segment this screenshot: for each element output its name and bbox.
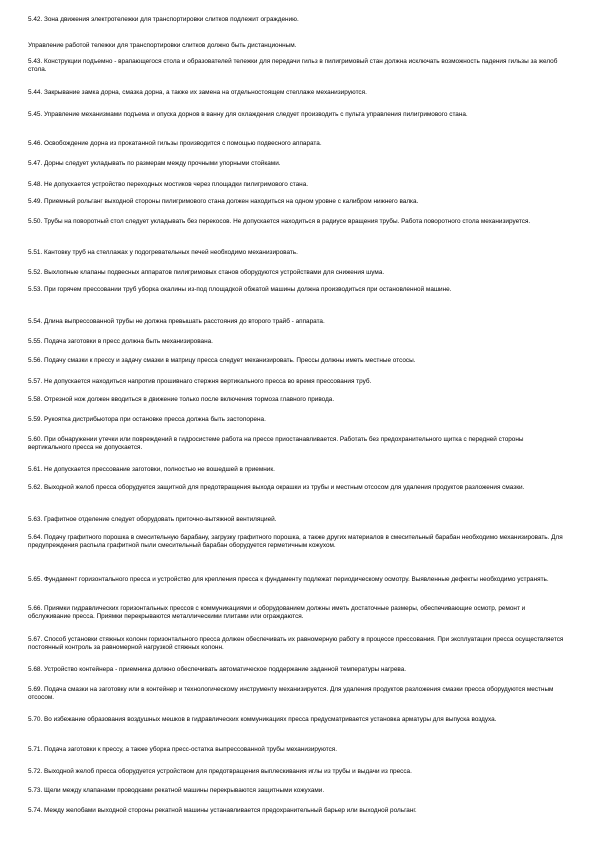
- paragraph-5-68: 5.68. Устройство контейнера - приемника должно обеспечивать автоматическое поддержание заданной температуры нагрева.: [28, 666, 407, 673]
- paragraph-5-60: 5.60. При обнаружении утечки или повреждений в гидросистеме работа на прессе приостанавливается. Работать без предохранительного щитка с передней стороны вертикального пресса не допускается.: [28, 436, 524, 452]
- paragraph-5-59: 5.59. Рукоятка дистрибьютора при остановке пресса должна быть застопорена.: [28, 416, 266, 423]
- paragraph-5-66: 5.66. Приямки гидравлических горизонтальных прессов с коммуникациями и оборудованием должны иметь достаточные размеры, обеспечивающие осмотр, ремонт и обслуживание пресса. Приямки перекрываются металлическими плитами или ограждаются.: [28, 605, 526, 621]
- paragraph-5-48: 5.48. Не допускается устройство переходных мостиков через площадки пилигримового стана.: [28, 181, 309, 188]
- paragraph-5-57: 5.57. Не допускается находиться напротив прошивнаго стержня вертикального пресса во время прессования труб.: [28, 378, 372, 385]
- paragraph-5-47: 5.47. Дорны следует укладывать по размерам между прочными упорными стойками.: [28, 160, 281, 167]
- paragraph-5-58: 5.58. Отрезной нож должен вводиться в движение только после включения тормоза главного привода.: [28, 396, 335, 403]
- paragraph-5-43: 5.43. Конструкции подъемно - врапающегося стола и образователей тележки для передачи гильз в пилигримовый стан должна исключать возможность падения гильзы за желоб стола.: [28, 58, 558, 74]
- paragraph-5-45: 5.45. Управление механизмами подъема и опуска дорнов в ванну для охлаждения следует производить с пульта управления пилигримового стана.: [28, 111, 468, 118]
- paragraph-5-52: 5.52. Выхлопные клапаны подвесных аппаратов пилигримовых станов оборудуются устройствами для снижения шума.: [28, 269, 385, 276]
- paragraph-5-64: 5.64. Подачу графитного порошка в смесительную барабану, загрузку графитного порошка, а также других материалов в смесительный барабан необходимо механизировать. Для предупреждения распыла графитной пыли смесительный барабан оборудуется герметичным кожухом.: [28, 534, 563, 550]
- paragraph-5-67: 5.67. Способ установки стяжных колонн горизонтального пресса должен обеспечивать их равномерную работу в процессе прессования. При эксплуатации пресса осуществляется постоянный контроль за равномерной нагрузкой стяжных колонн.: [28, 636, 564, 652]
- paragraph-5-49: 5.49. Приемный рольганг выходной стороны пилигримового стана должен находиться на одном уровне с калибром нижнего валка.: [28, 198, 419, 205]
- paragraph-5-53: 5.53. При горячем прессовании труб уборка окалины из-под площадкой обжатой машины должна производиться при остановленной машине.: [28, 286, 452, 293]
- paragraph-5-61: 5.61. Не допускается прессование заготовки, полностью не вошедшей в приемник.: [28, 466, 275, 473]
- paragraph-5-44: 5.44. Закрывание замка дорна, смазка дорна, а также их замена на отдельностоящем стеллаже механизируются.: [28, 89, 367, 96]
- paragraph-5-73: 5.73. Щели между клапанами проводками рекатной машины перекрываются защитными кожухами.: [28, 787, 325, 794]
- paragraph-5-71: 5.71. Подача заготовки к прессу, а также уборка пресс-остатка выпрессованной трубы механизируются.: [28, 746, 338, 753]
- paragraph-5-72: 5.72. Выходной желоб пресса оборудуется устройством для предотвращения выплескивания иглы из трубы и выдачи из пресса.: [28, 768, 412, 775]
- paragraph-5-65: 5.65. Фундамент горизонтального пресса и устройство для крепления пресса к фундаменту подлежат периодическому осмотру. Выявленные дефекты необходимо устранять.: [28, 576, 549, 583]
- paragraph-5-69: 5.69. Подача смазки на заготовку или в контейнер и технологическому инструменту механизируется. Для удаления продуктов разложения смазки пресса оборудуются местным отсосом.: [28, 686, 554, 702]
- paragraph-5-56: 5.56. Подачу смазки к прессу и задачу смазки в матрицу пресса следует механизировать. Прессы должны иметь местные отсосы.: [28, 357, 416, 364]
- paragraph-5-70: 5.70. Во избежание образования воздушных мешков в гидравлических коммуникациях пресса предусматривается установка арматуры для выпуска воздуха.: [28, 716, 497, 723]
- paragraph-5-54: 5.54. Длина выпрессованной трубы не должна превышать расстояния до второго трайб - аппарата.: [28, 318, 325, 325]
- paragraph-5-42-cont: Управление работой тележки для транспортировки слитков должно быть дистанционным.: [28, 42, 297, 49]
- paragraph-5-55: 5.55. Подача заготовки в пресс должна быть механизирована.: [28, 338, 213, 345]
- paragraph-5-46: 5.46. Освобождение дорна из прокатанной гильзы производится с помощью подвесного аппарата.: [28, 140, 322, 147]
- paragraph-5-42: 5.42. Зона движения электротележки для транспортировки слитков подлежит ограждению.: [28, 16, 299, 23]
- paragraph-5-62: 5.62. Выходной желоб пресса оборудуется защитной для предотвращения выхода окрашки из трубы и местным отсосом для удаления продуктов разложения смазки.: [28, 484, 525, 491]
- paragraph-5-50: 5.50. Трубы на поворотный стол следует укладывать без перекосов. Не допускается находиться в радиусе вращения трубы. Работа поворотного стола механизируется.: [28, 218, 531, 225]
- paragraph-5-74: 5.74. Между желобами выходной стороны рекатной машины устанавливается предохранительный барьер или выходной рольганг.: [28, 807, 417, 814]
- paragraph-5-63: 5.63. Графитное отделение следует оборудовать приточно-вытяжной вентиляцией.: [28, 516, 277, 523]
- paragraph-5-51: 5.51. Кантовку труб на стеллажах у подогревательных печей необходимо механизировать.: [28, 249, 298, 256]
